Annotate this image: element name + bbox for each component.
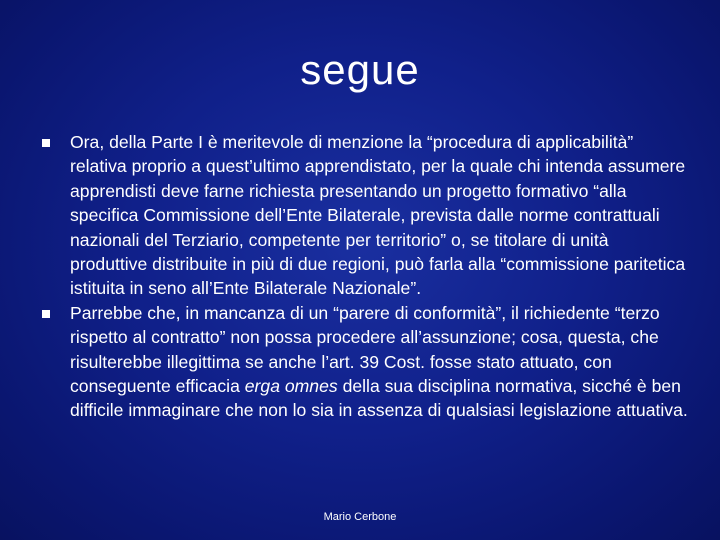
- footer-author: Mario Cerbone: [323, 511, 397, 523]
- square-bullet-icon: [42, 139, 50, 147]
- bullet-text-italic: erga omnes: [244, 376, 338, 397]
- bullet-list: [40, 130, 690, 423]
- slide-title: segue: [300, 46, 420, 93]
- bullet-text-continued: della sua disciplina normativa, sicché è ben difficile immaginare che non lo sia in assenza di qualsiasi legislazione attuativa.: [70, 376, 688, 421]
- bullet-item-parere: [40, 301, 690, 423]
- bullet-text: Parrebbe che, in mancanza di un “parere di conformità”, il richiedente “terzo rispetto al contratto” non possa procedere all’assunzione; cosa, questa, che risulterebbe illegittima se anche l’art. 39 Cost. fosse stato attuato, con conseguente efficacia: [70, 302, 660, 397]
- bullet-text: Ora, della Parte I è meritevole di menzione la “procedura di applicabilità” relativa proprio a quest’ultimo apprendistato, per la quale chi intenda assumere apprendisti deve farne richiesta presentando un progetto formativo “alla specifica Commissione dell’Ente Bilaterale, prevista dalle norme contrattuali nazionali del Terziario, competente per territorio” o, se titolare di unità produttive distribuite in più di due regioni, può farla alla “commissione paritetica istituita in seno all’Ente Bilaterale Nazionale”.: [70, 132, 686, 299]
- bullet-item-procedura: [40, 130, 690, 301]
- square-bullet-icon: [42, 310, 50, 318]
